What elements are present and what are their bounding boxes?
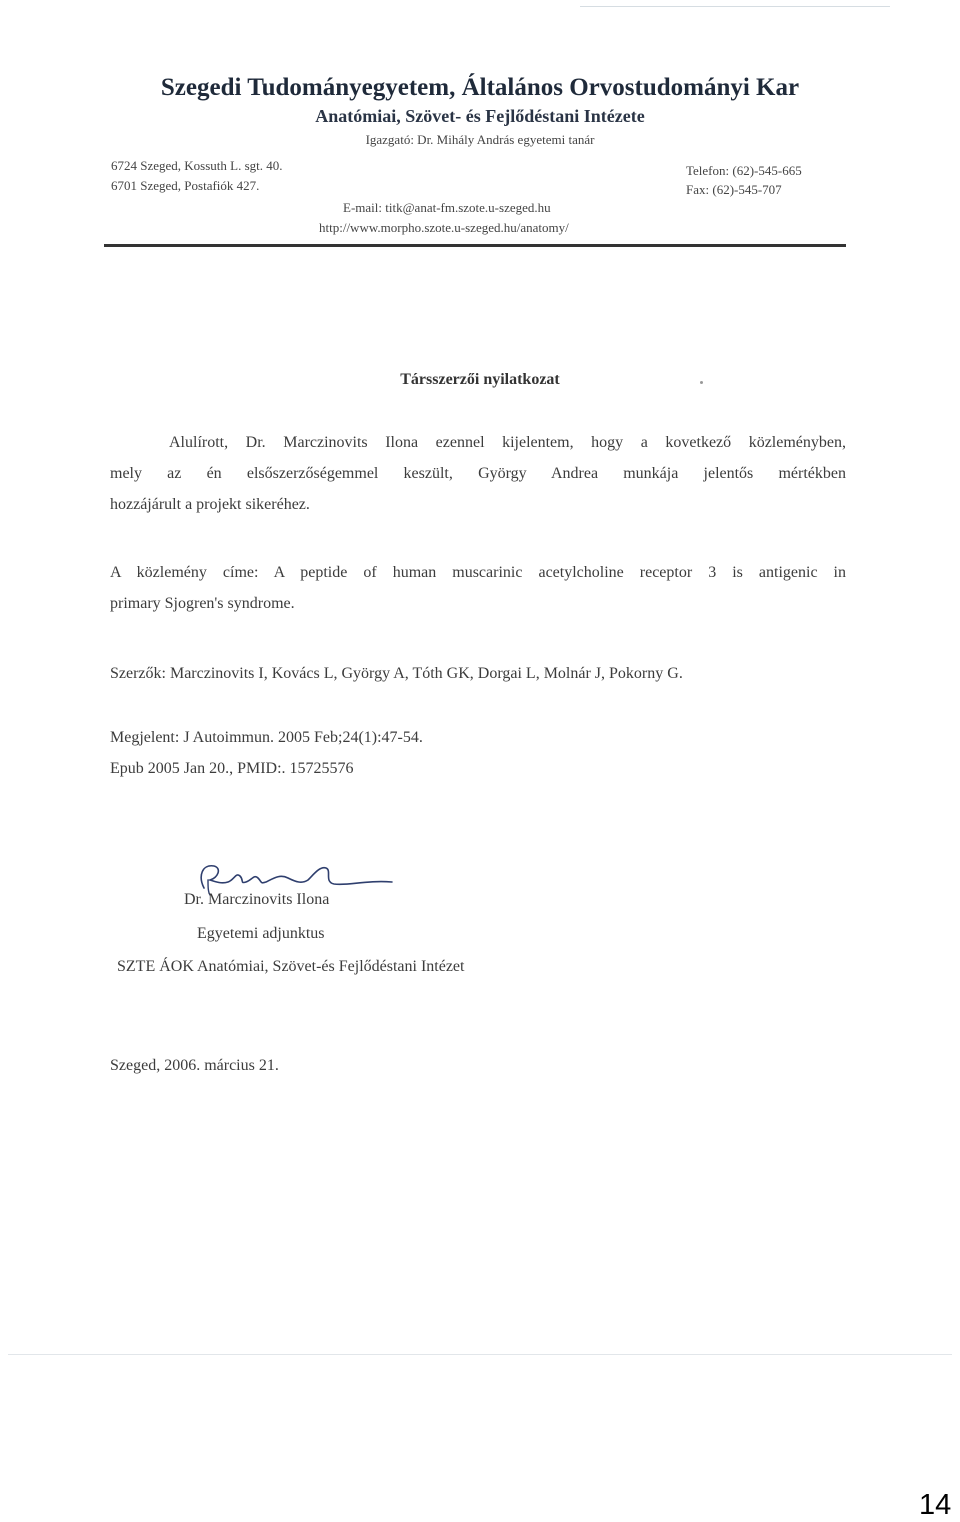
published-epub: Epub 2005 Jan 20., PMID:. 15725576 bbox=[110, 760, 354, 777]
place-and-date: Szeged, 2006. március 21. bbox=[110, 1057, 279, 1074]
published-journal: Megjelent: J Autoimmun. 2005 Feb;24(1):47-54. bbox=[110, 729, 423, 746]
signatory-name: Dr. Marczinovits Ilona bbox=[184, 891, 330, 908]
page-number: 14 bbox=[919, 1489, 952, 1521]
declaration-line: hozzájárult a projekt sikeréhez. bbox=[110, 496, 310, 513]
signatory-institution: SZTE ÁOK Anatómiai, Szövet-és Fejlődéstani Intézet bbox=[117, 958, 465, 975]
published-info bbox=[110, 722, 846, 784]
email-address: E-mail: titk@anat-fm.szote.u-szeged.hu bbox=[343, 200, 551, 215]
scan-artifact-line bbox=[8, 1354, 952, 1355]
scan-artifact-line bbox=[580, 6, 890, 7]
letterhead-director: Igazgató: Dr. Mihály András egyetemi tanár bbox=[365, 132, 595, 147]
document-title: Társszerzői nyilatkozat bbox=[400, 371, 560, 388]
signatory-role: Egyetemi adjunktus bbox=[197, 925, 325, 942]
website-url: http://www.morpho.szote.u-szeged.hu/anatomy/ bbox=[319, 220, 569, 235]
declaration-line: Alulírott, Dr. Marczinovits Ilona ezennel kijelentem, hogy a kovetkező közleményben, bbox=[169, 434, 846, 451]
fax-number: Fax: (62)-545-707 bbox=[686, 182, 782, 197]
declaration-paragraph bbox=[110, 427, 846, 520]
letterhead-university: Szegedi Tudományegyetem, Általános Orvostudományi Kar bbox=[160, 74, 800, 101]
phone-number: Telefon: (62)-545-665 bbox=[686, 163, 802, 178]
declaration-line: mely az én elsőszerzőségemmel keszült, György Andrea munkája jelentős mértékben bbox=[110, 465, 846, 482]
scan-speck bbox=[700, 381, 703, 384]
publication-title-paragraph bbox=[110, 557, 846, 619]
letterhead-divider bbox=[104, 244, 846, 247]
letterhead-institute: Anatómiai, Szövet- és Fejlődéstani Intézete bbox=[315, 106, 645, 126]
publication-title-line: A közlemény címe: A peptide of human muscarinic acetylcholine receptor 3 is antigenic in bbox=[110, 564, 846, 581]
address-pobox: 6701 Szeged, Postafiók 427. bbox=[111, 178, 260, 193]
authors-text: Szerzők: Marczinovits I, Kovács L, György A, Tóth GK, Dorgai L, Molnár J, Pokorny G. bbox=[110, 665, 683, 682]
address-street: 6724 Szeged, Kossuth L. sgt. 40. bbox=[111, 158, 283, 173]
authors-line bbox=[110, 658, 846, 689]
publication-title-line: primary Sjogren's syndrome. bbox=[110, 595, 295, 612]
